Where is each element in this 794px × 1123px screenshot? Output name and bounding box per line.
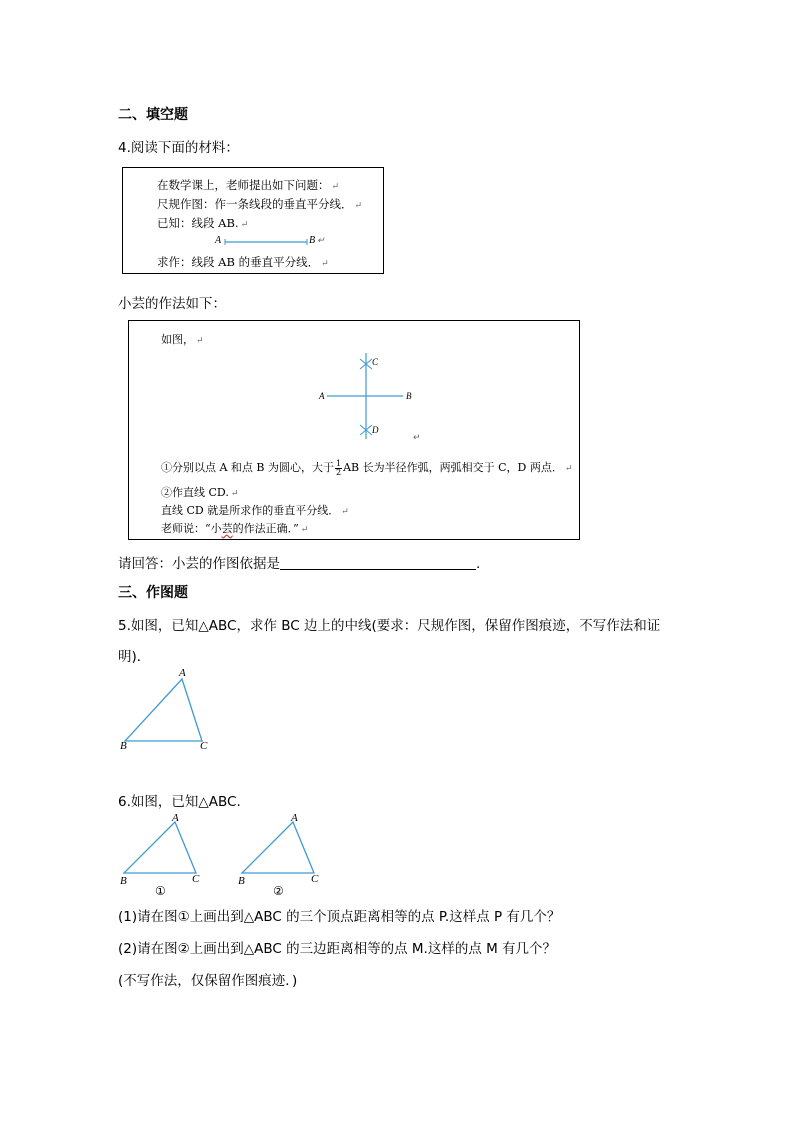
bisector-label-a: A [319,391,325,401]
q6-triangle-figure-2 [236,810,326,880]
q6-fig1-label-b: B [120,875,127,887]
fraction-half: $\frac{1}{2}$ [336,458,342,477]
bisector-label-c: C [372,357,379,367]
segment-label-b: B ↵ [309,235,325,246]
segment-ab-figure [223,236,313,248]
method-step-1: ①分别以点 A 和点 B 为圆心，大于 $\frac{1}{2}$ AB 长为半径作弧，两弧相交于 C，D 两点． ↵ [161,458,573,477]
answer-prompt: 请回答：小芸的作图依据是 . [118,556,481,572]
method-step-4: 老师说：“小芸的作法正确．” ↵ [161,522,309,535]
section-3-title: 三、作图题 [118,585,188,601]
method-step-2: ②作直线 CD. ↵ [161,486,239,499]
q6-fig1-label-c: C [192,873,200,885]
bisector-label-b: B [406,391,412,401]
bisector-label-d: D [372,425,379,435]
bisector-figure [319,349,419,444]
method-box [128,320,580,540]
q6-triangle-figure-1 [118,810,208,880]
method-intro: 小芸的作法如下： [118,296,226,312]
material-line-1: 在数学课上，老师提出如下问题： ↵ [157,178,340,192]
section-2-title: 二、填空题 [118,107,188,123]
q5-text-line-2: 明)． [118,649,151,665]
method-line-1: 如图， ↵ [161,333,204,346]
q4-prompt: 4.阅读下面的材料： [118,140,239,156]
q5-text-line-1: 5.如图，已知△ABC，求作 BC 边上的中线(要求：尺规作图，保留作图痕迹，不写作法和证 [118,618,661,634]
paragraph-mark: ↵ [413,433,421,443]
q6-fig1-label-a: A [172,812,179,824]
segment-label-a: A [215,235,222,246]
q6-sub-2: (2)请在图②上画出到△ABC 的三边距离相等的点 M.这样的点 M 有几个？ [118,941,557,957]
material-line-4: 求作：线段 AB 的垂直平分线． ↵ [157,255,329,269]
material-box [122,167,384,274]
answer-blank[interactable] [280,555,476,570]
material-line-3: 已知：线段 AB. ↵ [157,216,249,230]
q5-label-c: C [200,740,208,752]
q6-note: (不写作法，仅保留作图痕迹．) [118,973,298,989]
q6-fig2-label-a: A [291,812,298,824]
q6-sub-1: (1)请在图①上画出到△ABC 的三个顶点距离相等的点 P.这样点 P 有几个？ [118,909,561,925]
q5-label-a: A [179,667,186,679]
q6-fig2-label-b: B [238,875,245,887]
q6-fig2-label-c: C [311,873,319,885]
q6-fig1-number: ① [155,884,166,898]
material-line-2: 尺规作图：作一条线段的垂直平分线． ↵ [157,197,363,211]
q6-text: 6.如图，已知△ABC. [118,794,241,810]
q6-fig2-number: ② [273,884,284,898]
q5-label-b: B [120,740,127,752]
method-step-3: 直线 CD 就是所求作的垂直平分线． ↵ [161,504,349,517]
